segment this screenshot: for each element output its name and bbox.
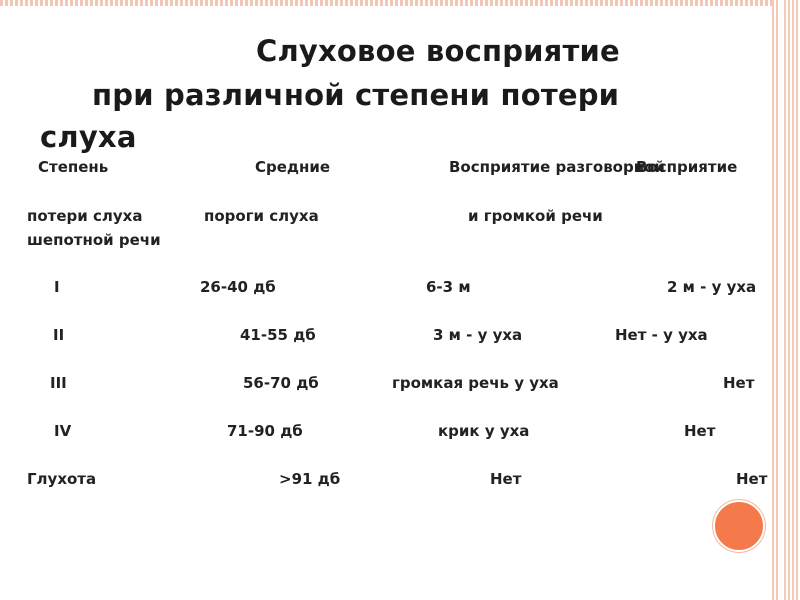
top-border-decoration (0, 0, 800, 6)
row-threshold: 26-40 дб (200, 278, 276, 296)
row-whisper: Нет (736, 470, 768, 488)
row-degree: Глухота (27, 470, 97, 488)
row-degree: II (53, 326, 65, 344)
row-threshold: 56-70 дб (243, 374, 319, 392)
row-speech: 6-3 м (426, 278, 471, 296)
header-speech-cont: и громкой речи (468, 207, 603, 225)
row-speech: Нет (490, 470, 522, 488)
row-threshold: >91 дб (279, 470, 341, 488)
row-speech: 3 м - у уха (433, 326, 523, 344)
header-whisper: Восприятие (636, 158, 738, 176)
header-degree: Степень (38, 158, 109, 176)
row-threshold: 71-90 дб (227, 422, 303, 440)
row-whisper: 2 м - у уха (667, 278, 757, 296)
header-speech: Восприятие разговорной (449, 158, 665, 176)
row-degree: IV (54, 422, 72, 440)
row-degree: I (54, 278, 60, 296)
row-whisper: Нет - у уха (615, 326, 708, 344)
slide-title-line-3: слуха (40, 120, 137, 154)
orange-circle-decoration (713, 500, 765, 552)
row-speech: крик у уха (438, 422, 530, 440)
header-degree-cont: потери слуха (27, 207, 143, 225)
slide-title-line-1: Слуховое восприятие (256, 34, 620, 68)
slide-title-line-2: при различной степени потери (92, 78, 620, 112)
header-thresholds: Средние (255, 158, 331, 176)
row-speech: громкая речь у уха (392, 374, 559, 392)
row-threshold: 41-55 дб (240, 326, 316, 344)
header-whisper-cont: шепотной речи (27, 231, 161, 249)
row-degree: III (50, 374, 67, 392)
header-thresholds-cont: пороги слуха (204, 207, 319, 225)
row-whisper: Нет (684, 422, 716, 440)
row-whisper: Нет (723, 374, 755, 392)
right-border-decoration (772, 0, 800, 600)
